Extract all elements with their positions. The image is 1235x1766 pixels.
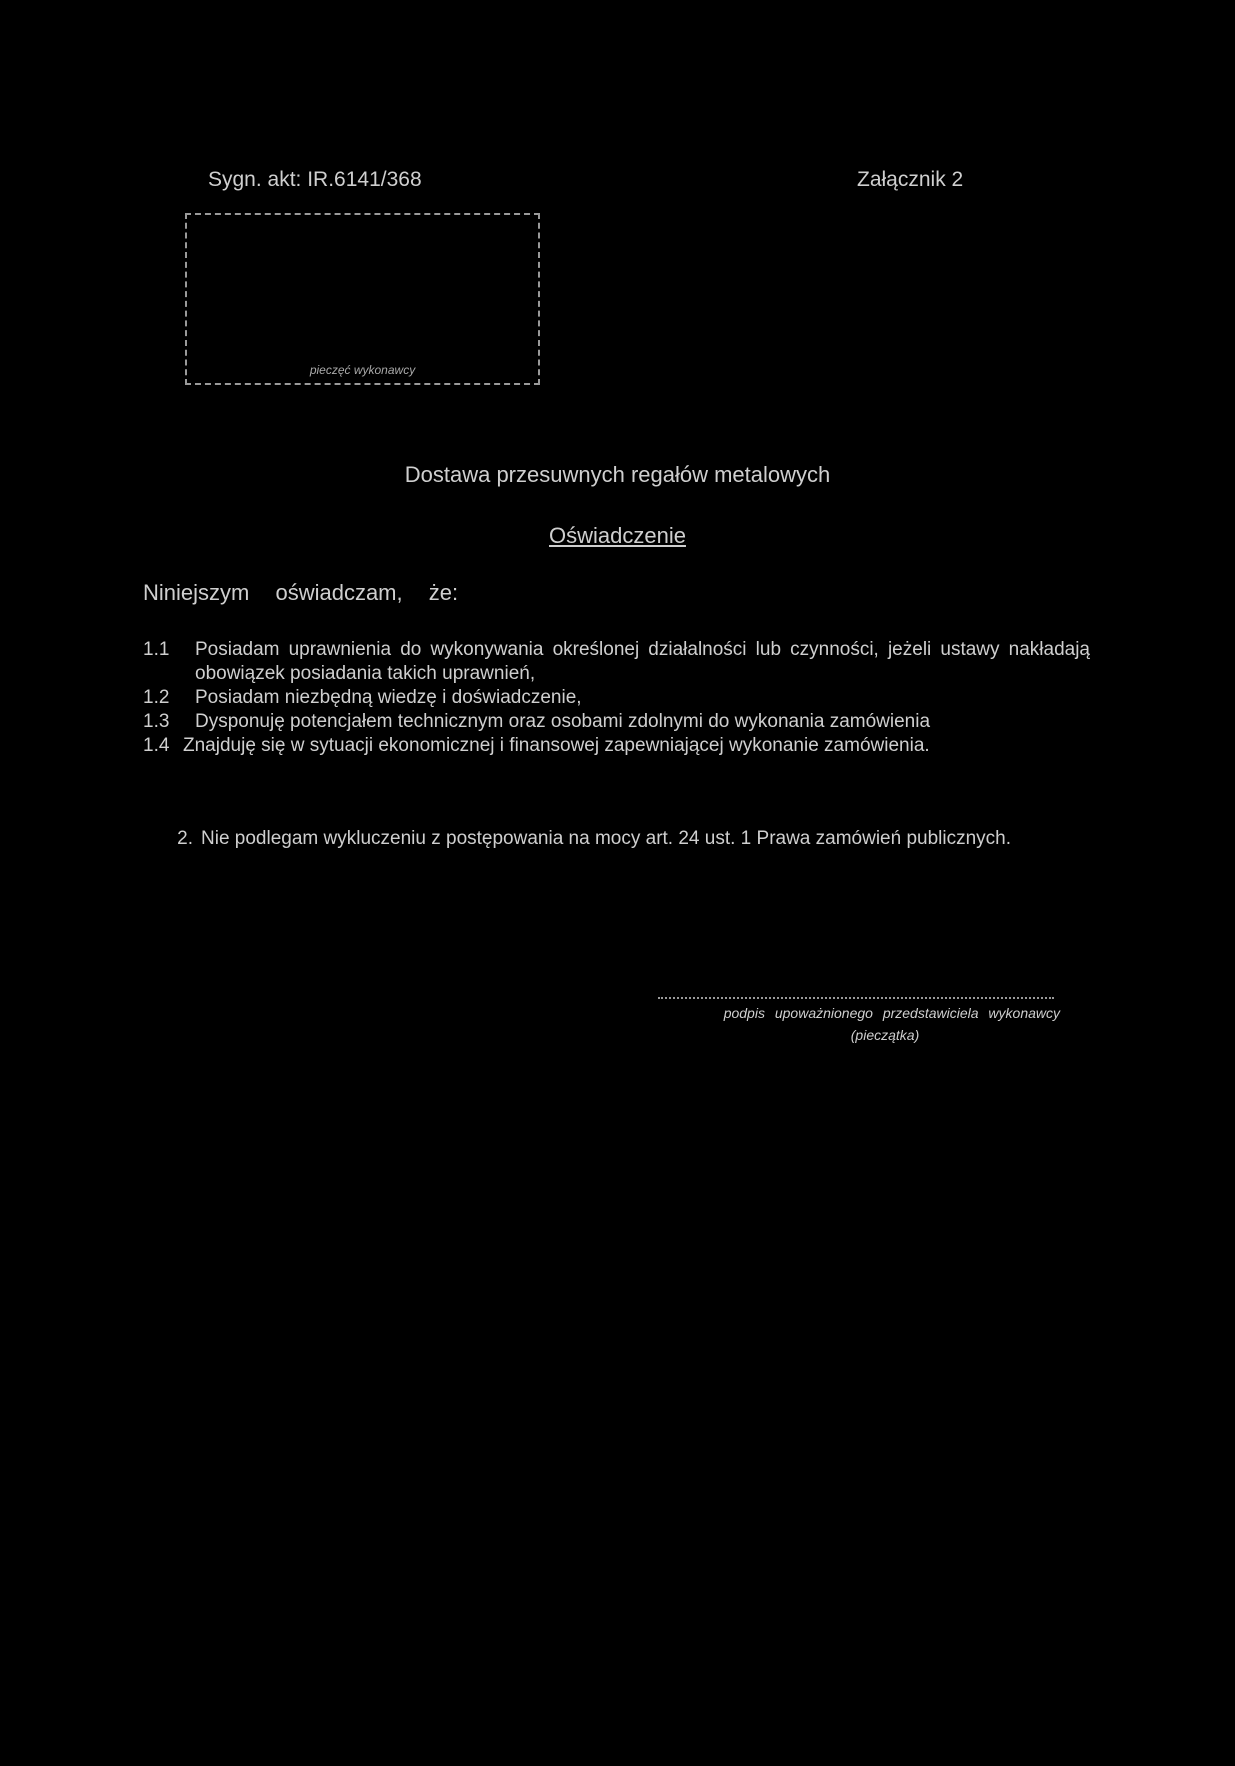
list-item — [143, 710, 1090, 734]
heading-text: Oświadczenie — [549, 523, 686, 548]
item-number: 1.1 — [143, 639, 170, 660]
list-item — [143, 638, 1090, 686]
item-number: 1.3 — [143, 711, 170, 732]
intro-text: Niniejszym oświadczam, że: — [143, 580, 459, 605]
stamp-label: pieczęć wykonawcy — [309, 363, 416, 377]
item-text: Posiadam niezbędną wiedzę i doświadczenie, — [195, 687, 582, 708]
item-number: 1.4 — [143, 735, 170, 756]
point-2-number: 2. — [177, 828, 193, 849]
item-number: 1.2 — [143, 687, 170, 708]
point-2-text: Nie podlegam wykluczeniu z postępowania na mocy art. 24 ust. 1 Prawa zamówień publicznych. — [201, 828, 1012, 849]
item-text: Posiadam uprawnienia do wykonywania określonej działalności lub czynności, jeżeli ustawy nakładają obowiązek posiadania takich uprawnień, — [195, 639, 1090, 684]
document-title: Dostawa przesuwnych regałów metalowych — [404, 462, 831, 487]
stamp-box — [185, 213, 540, 385]
attachment-label: Załącznik 2 — [857, 168, 964, 191]
item-text: Dysponuję potencjałem technicznym oraz osobami zdolnymi do wykonania zamówienia — [195, 711, 931, 732]
declaration-list — [143, 638, 1090, 758]
list-item — [143, 734, 1090, 758]
signature-line — [658, 997, 1054, 999]
signature-stamp-caption: (pieczątka) — [850, 1027, 920, 1043]
document-heading — [0, 523, 1235, 549]
point-2 — [143, 826, 1090, 851]
item-text: Znajduję się w sytuacji ekonomicznej i finansowej zapewniającej wykonanie zamówienia. — [183, 735, 930, 756]
list-item — [143, 686, 1090, 710]
signature-caption: podpis upoważnionego przedstawiciela wykonawcy — [723, 1005, 1060, 1021]
case-reference: Sygn. akt: IR.6141/368 — [208, 168, 422, 191]
